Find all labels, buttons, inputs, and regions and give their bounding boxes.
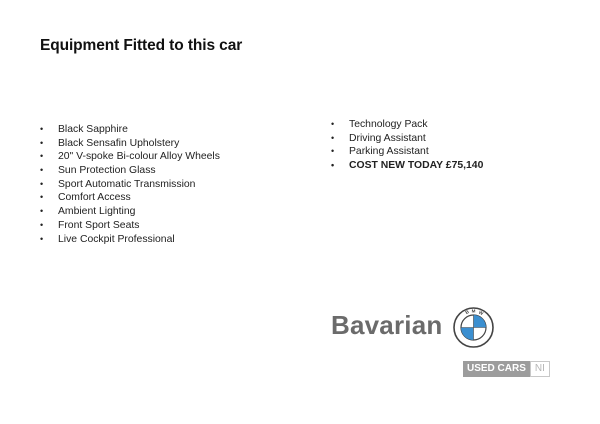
equipment-list-left <box>40 123 220 246</box>
logo-letter: B <box>464 309 470 316</box>
list-item: • Sun Protection Glass <box>40 164 220 178</box>
equipment-list-right <box>331 118 483 173</box>
list-item: • Black Sensafin Upholstery <box>40 137 220 151</box>
page-title: Equipment Fitted to this car <box>40 37 243 54</box>
logo-letter: W <box>477 309 485 317</box>
list-item: • Parking Assistant <box>331 145 483 159</box>
bavarian-wordmark: Bavarian <box>331 310 443 340</box>
list-item: • 20" V-spoke Bi-colour Alloy Wheels <box>40 150 220 164</box>
list-item: • Sport Automatic Transmission <box>40 178 220 192</box>
bmw-roundel-icon <box>453 307 494 348</box>
list-item: • Comfort Access <box>40 191 220 205</box>
list-item: • Driving Assistant <box>331 132 483 146</box>
logo-letter: M <box>471 308 476 314</box>
used-cars-ni-badge <box>463 361 550 377</box>
list-item: • Front Sport Seats <box>40 219 220 233</box>
list-item: • Ambient Lighting <box>40 205 220 219</box>
cost-new-today: • COST NEW TODAY £75,140 <box>331 159 483 173</box>
list-item: • Live Cockpit Professional <box>40 233 220 247</box>
region-label: NI <box>530 361 550 377</box>
list-item: • Technology Pack <box>331 118 483 132</box>
list-item: • Black Sapphire <box>40 123 220 137</box>
used-cars-label: USED CARS <box>463 361 530 377</box>
